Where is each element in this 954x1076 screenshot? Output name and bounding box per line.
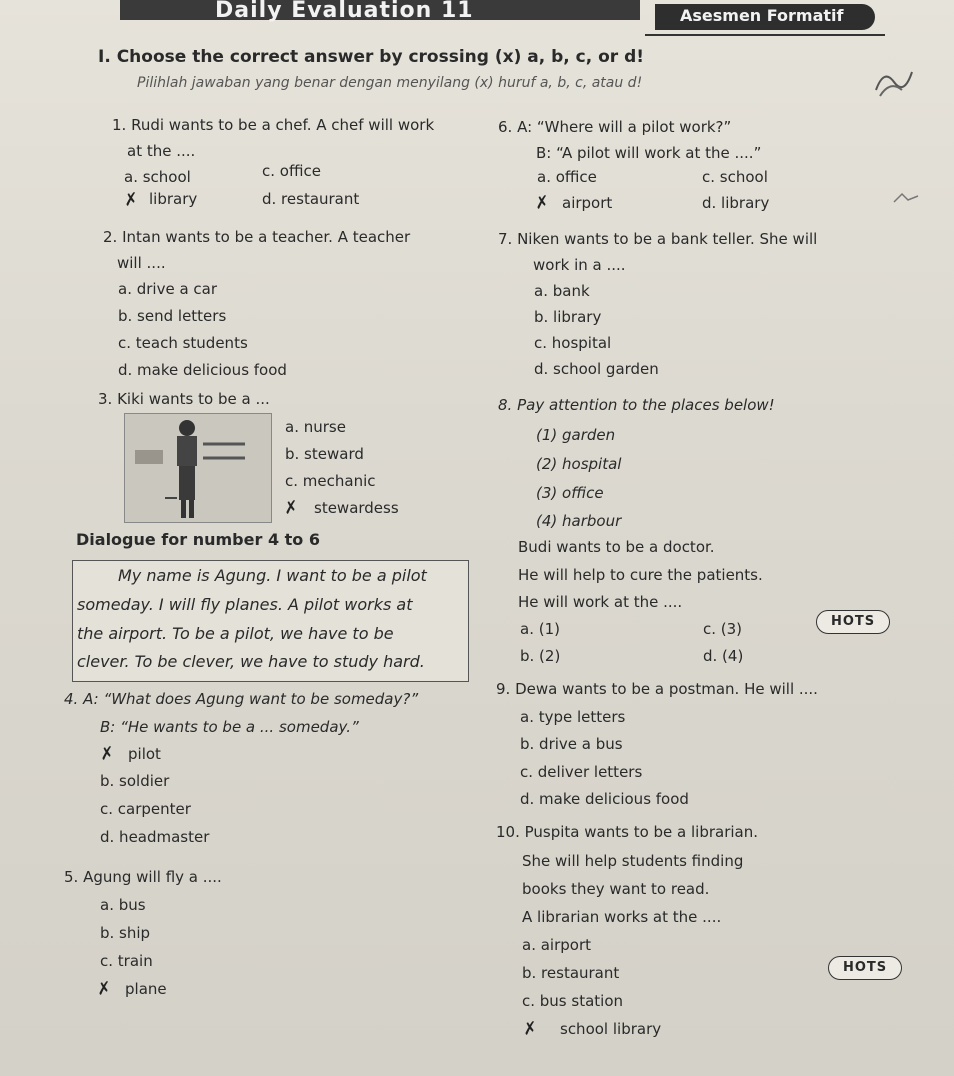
q10-stem-line1: 10. Puspita wants to be a librarian.	[496, 823, 759, 841]
q5-option-d[interactable]: plane	[125, 980, 167, 998]
q3-stem: 3. Kiki wants to be a ...	[98, 390, 270, 408]
header-rule	[645, 34, 885, 36]
q5-option-c[interactable]: c. train	[100, 952, 153, 970]
q3-option-b[interactable]: b. steward	[285, 445, 364, 463]
dialogue-line-2: someday. I will fly planes. A pilot works at	[77, 595, 413, 614]
q4-option-a[interactable]: pilot	[128, 745, 161, 763]
section-subheading: Pilihlah jawaban yang benar dengan menyilang (x) huruf a, b, c, atau d!	[137, 75, 643, 91]
q5-option-b[interactable]: b. ship	[100, 924, 151, 942]
q5-option-a[interactable]: a. bus	[100, 896, 146, 914]
q7-stem-line2: work in a ....	[533, 256, 626, 274]
q2-stem-line1: 2. Intan wants to be a teacher. A teacher	[103, 228, 411, 246]
q8-hots-badge: HOTS	[816, 610, 890, 634]
q8-line-1: Budi wants to be a doctor.	[518, 538, 715, 556]
q3-option-c[interactable]: c. mechanic	[285, 472, 376, 490]
q8-option-b[interactable]: b. (2)	[520, 647, 561, 665]
q4-option-d[interactable]: d. headmaster	[100, 828, 210, 846]
q9-option-c[interactable]: c. deliver letters	[520, 763, 643, 781]
q4-option-b[interactable]: b. soldier	[100, 772, 170, 790]
q3-cross-mark: ✗	[282, 497, 300, 519]
scribble-icon	[872, 60, 918, 100]
q2-option-d[interactable]: d. make delicious food	[118, 361, 287, 379]
q6-option-d[interactable]: d. library	[702, 194, 770, 212]
q9-option-b[interactable]: b. drive a bus	[520, 735, 623, 753]
q1-option-b[interactable]: library	[149, 190, 198, 208]
q8-place-1: (1) garden	[536, 426, 616, 444]
q10-stem-line2: She will help students finding	[522, 852, 744, 870]
header-pill-label: Asesmen Formatif	[680, 6, 844, 25]
q10-hots-badge: HOTS	[828, 956, 902, 980]
q6-stem-line2: B: “A pilot will work at the ....”	[536, 144, 762, 162]
q1-option-a[interactable]: a. school	[124, 168, 191, 186]
q6-option-b[interactable]: airport	[562, 194, 613, 212]
q3-option-d[interactable]: stewardess	[314, 499, 399, 517]
tick-scribble-icon	[892, 190, 922, 206]
q10-stem-line4: A librarian works at the ....	[522, 908, 722, 926]
q8-option-c[interactable]: c. (3)	[703, 620, 743, 638]
section-heading: I. Choose the correct answer by crossing (x) a, b, c, or d!	[98, 47, 645, 67]
q6-stem-line1: 6. A: “Where will a pilot work?”	[498, 118, 732, 136]
q4-stem-line1: 4. A: “What does Agung want to be someday?”	[64, 690, 419, 708]
dialogue-line-1: My name is Agung. I want to be a pilot	[118, 566, 427, 585]
q10-option-b[interactable]: b. restaurant	[522, 964, 620, 982]
q2-stem-line2: will ....	[117, 254, 166, 272]
q8-place-4: (4) harbour	[536, 512, 622, 530]
header-title: Daily Evaluation 11	[215, 0, 474, 23]
q2-option-b[interactable]: b. send letters	[118, 307, 227, 325]
stewardess-figure-icon	[125, 414, 271, 522]
q7-option-c[interactable]: c. hospital	[534, 334, 612, 352]
q2-option-a[interactable]: a. drive a car	[118, 280, 218, 298]
q9-option-a[interactable]: a. type letters	[520, 708, 626, 726]
q1-cross-mark: ✗	[122, 189, 140, 211]
q10-option-d[interactable]: school library	[560, 1020, 662, 1038]
q9-option-d[interactable]: d. make delicious food	[520, 790, 689, 808]
q4-option-c[interactable]: c. carpenter	[100, 800, 191, 818]
q6-option-a[interactable]: a. office	[537, 168, 597, 186]
q8-stem: 8. Pay attention to the places below!	[498, 396, 775, 414]
q7-stem-line1: 7. Niken wants to be a bank teller. She will	[498, 230, 818, 248]
stewardess-illustration	[124, 413, 272, 523]
q6-option-c[interactable]: c. school	[702, 168, 768, 186]
q8-place-3: (3) office	[536, 484, 604, 502]
q10-cross-mark: ✗	[521, 1018, 539, 1040]
q1-option-c[interactable]: c. office	[262, 162, 321, 180]
q8-line-2: He will help to cure the patients.	[518, 566, 763, 584]
q8-option-a[interactable]: a. (1)	[520, 620, 560, 638]
q8-line-3: He will work at the ....	[518, 593, 683, 611]
q8-option-d[interactable]: d. (4)	[703, 647, 744, 665]
q9-stem: 9. Dewa wants to be a postman. He will ....	[496, 680, 818, 698]
q1-option-d[interactable]: d. restaurant	[262, 190, 360, 208]
q8-place-2: (2) hospital	[536, 455, 622, 473]
q10-stem-line3: books they want to read.	[522, 880, 710, 898]
q1-stem-line2: at the ....	[127, 142, 196, 160]
q7-option-d[interactable]: d. school garden	[534, 360, 659, 378]
q4-stem-line2: B: “He wants to be a ... someday.”	[100, 718, 359, 736]
dialogue-line-3: the airport. To be a pilot, we have to be	[77, 624, 394, 643]
dialogue-line-4: clever. To be clever, we have to study hard.	[77, 652, 425, 671]
q4-cross-mark: ✗	[98, 743, 116, 765]
q7-option-b[interactable]: b. library	[534, 308, 602, 326]
q10-option-c[interactable]: c. bus station	[522, 992, 624, 1010]
q7-option-a[interactable]: a. bank	[534, 282, 590, 300]
dialogue-heading: Dialogue for number 4 to 6	[76, 530, 320, 549]
q2-option-c[interactable]: c. teach students	[118, 334, 248, 352]
q3-option-a[interactable]: a. nurse	[285, 418, 346, 436]
q5-cross-mark: ✗	[95, 978, 113, 1000]
q6-cross-mark: ✗	[533, 192, 551, 214]
q10-option-a[interactable]: a. airport	[522, 936, 592, 954]
q5-stem: 5. Agung will fly a ....	[64, 868, 222, 886]
q1-stem-line1: 1. Rudi wants to be a chef. A chef will work	[112, 116, 435, 134]
